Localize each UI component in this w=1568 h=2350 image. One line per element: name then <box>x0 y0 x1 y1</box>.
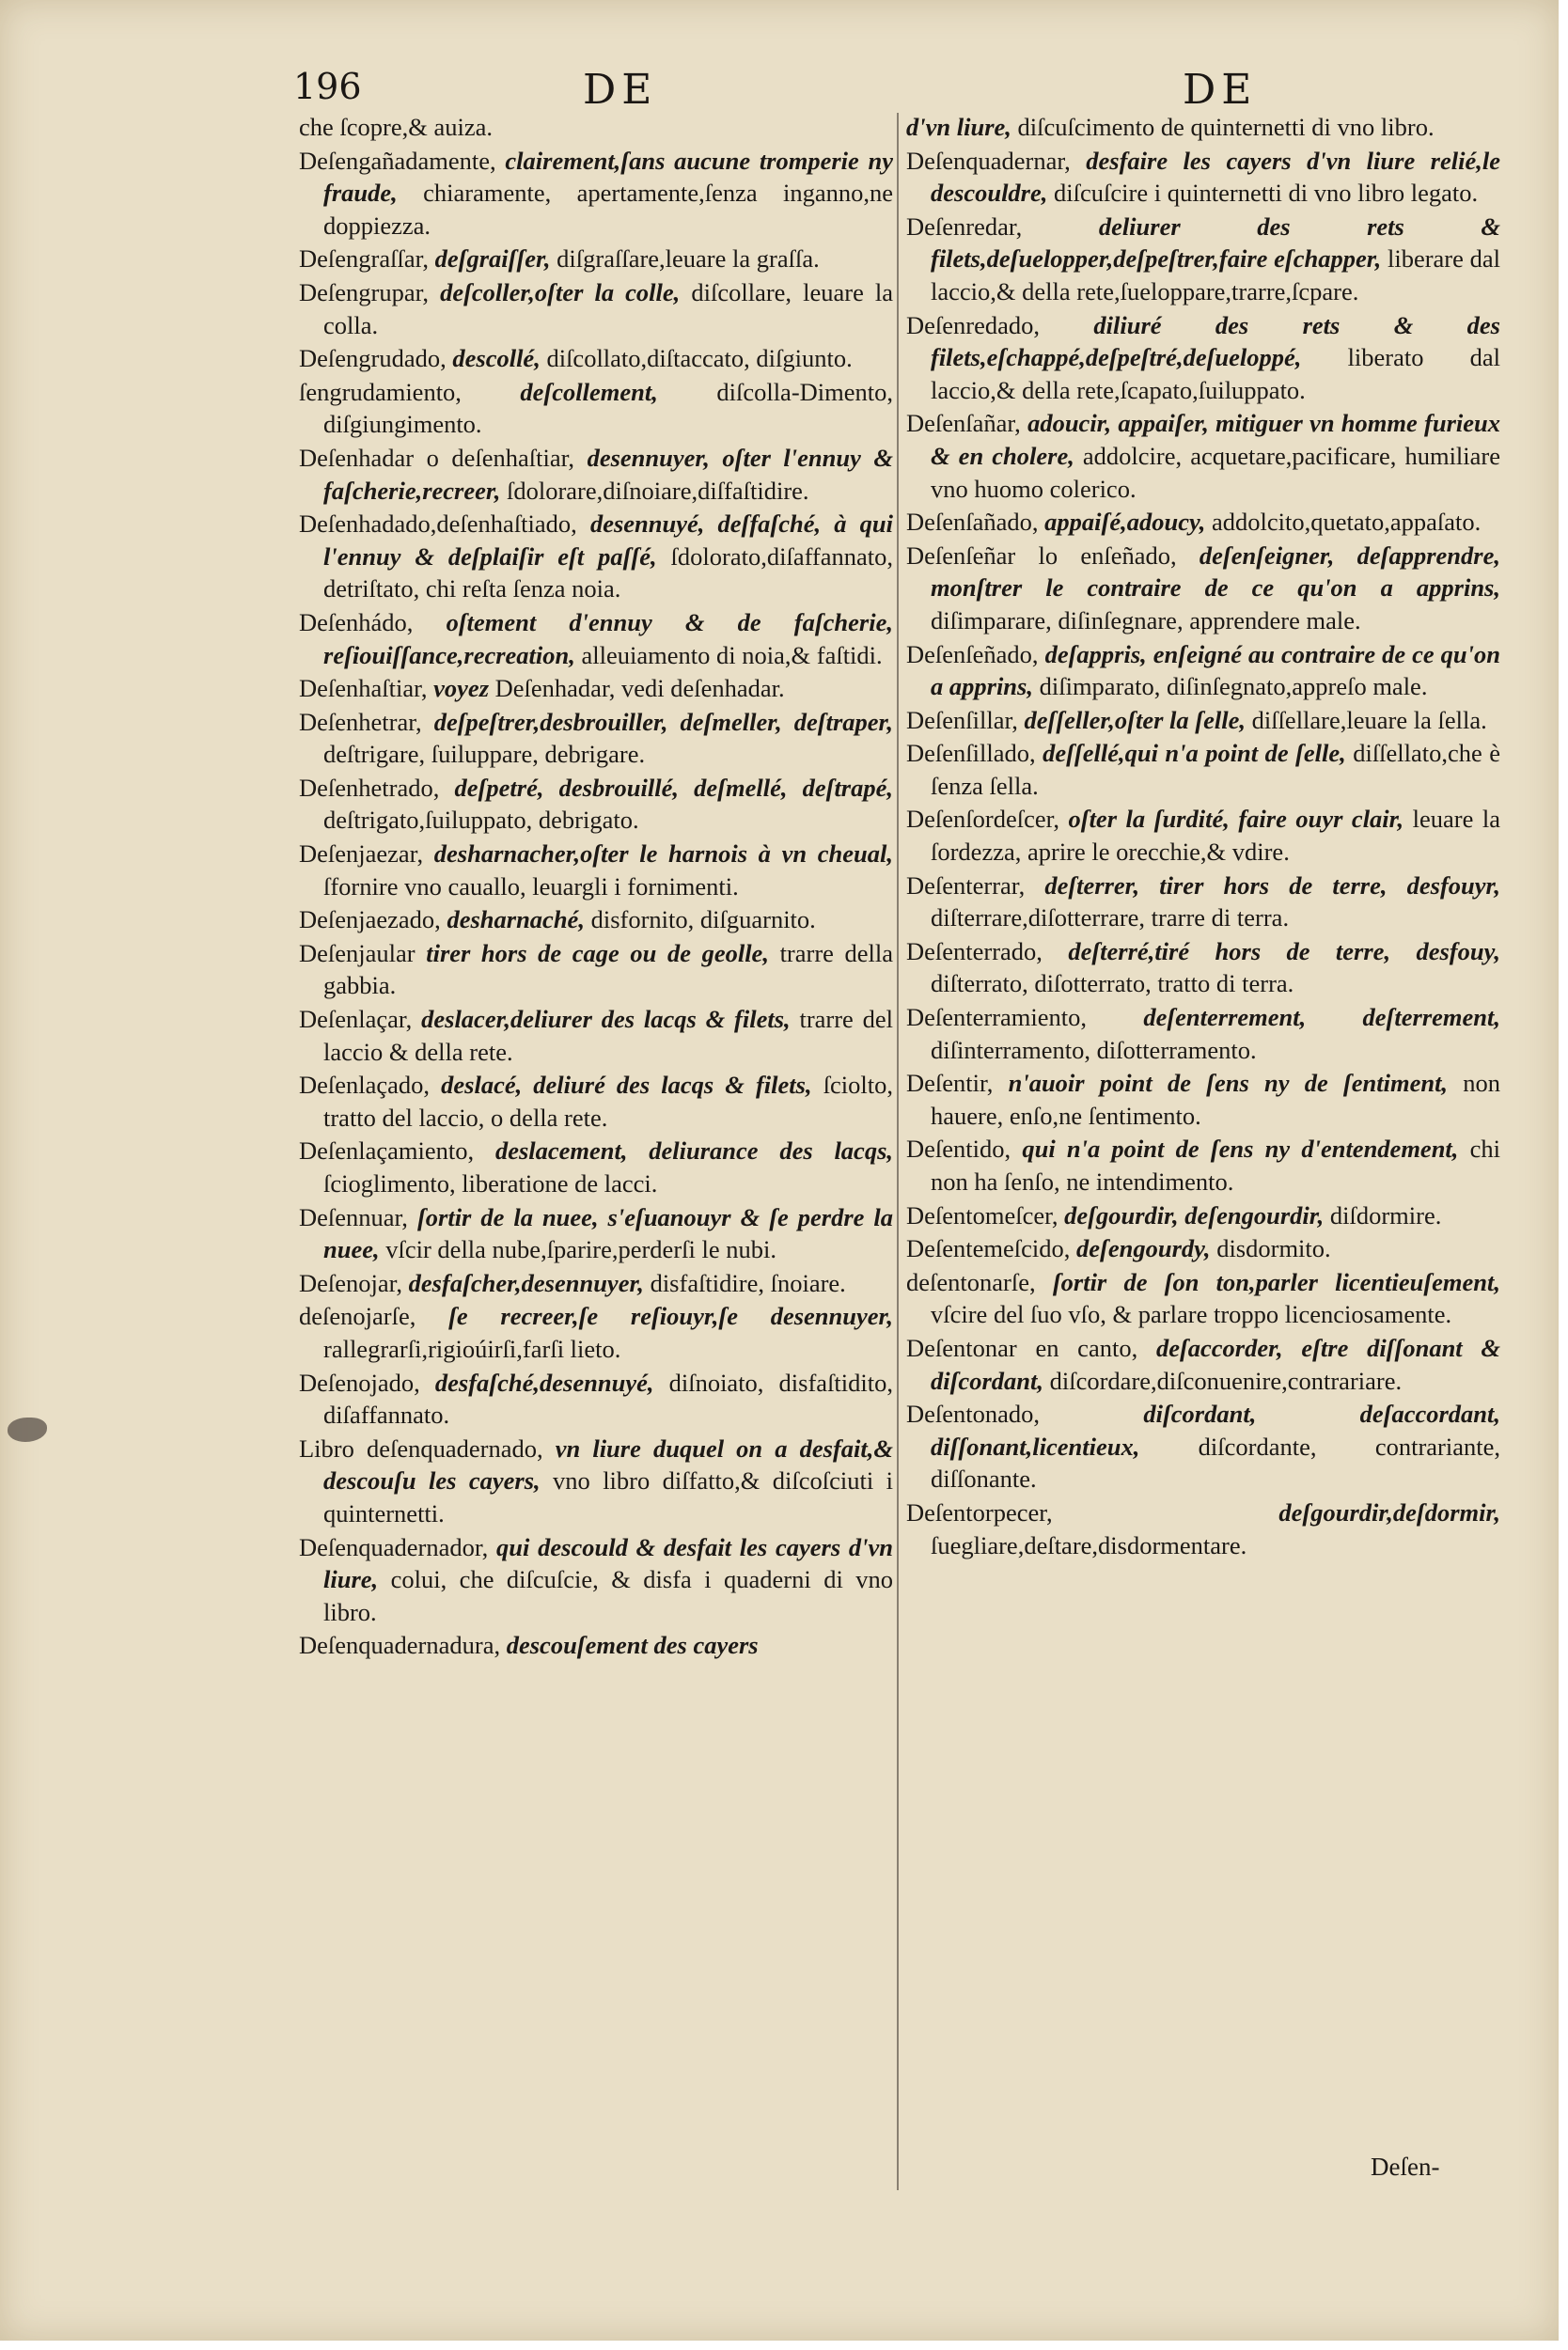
entry-headword: Deſenjaular <box>299 938 416 967</box>
dictionary-entry <box>906 1133 1500 1198</box>
entry-headword: Deſengrupar, <box>299 277 429 306</box>
dictionary-entry <box>299 342 893 375</box>
entry-italian: trarre del laccio & della rete. <box>323 1005 893 1066</box>
entry-french: clairement,ſans aucune tromperie ny fraude, <box>323 146 894 208</box>
entry-french: deslacer,deliurer des lacqs & filets, <box>421 1005 791 1034</box>
entry-italian: diſſellare,leuare la ſella. <box>1251 705 1487 734</box>
entry-headword: Deſenquadernador, <box>299 1532 489 1561</box>
entry-french: desharnaché, <box>447 905 585 934</box>
entry-headword: Deſenquadernar, <box>906 146 1071 175</box>
entry-italian: ſciolto, tratto del laccio, o della rete. <box>323 1071 894 1132</box>
dictionary-entry <box>906 1496 1500 1561</box>
entry-headword: Deſenhetrar, <box>299 707 422 736</box>
entry-french: desennuyer, oſter l'ennuy & faſcherie,recreer, <box>323 443 893 505</box>
entry-italian: diſdormire. <box>1329 1200 1442 1230</box>
entry-italian: diſcuſcimento de quinternetti di vno libro. <box>1017 113 1435 141</box>
dictionary-entry <box>299 1201 893 1266</box>
entry-headword: Deſenhadar o deſenhaſtiar, <box>299 443 575 472</box>
ink-stain <box>8 1418 47 1442</box>
entry-french: deliurer des rets & filets,deſuelopper,deſpeſtrer,faire eſchapper, <box>931 212 1500 274</box>
left-column <box>299 111 893 1663</box>
entry-italian: ſfornire vno cauallo, leuargli i fornimenti. <box>323 871 739 901</box>
entry-headword: Deſenojado, <box>299 1368 420 1397</box>
dictionary-entry <box>906 407 1500 505</box>
entry-headword: Deſenſordeſcer, <box>906 805 1059 834</box>
entry-headword: Deſenredado, <box>906 310 1040 339</box>
entry-italian: diſcollare, leuare la colla. <box>323 277 894 339</box>
entry-headword: Libro deſenquadernado, <box>299 1434 543 1463</box>
entry-french: deſcollement, <box>520 377 658 406</box>
entry-headword: Deſenterrar, <box>906 870 1026 900</box>
dictionary-entry <box>299 508 893 605</box>
dictionary-entry <box>906 1199 1500 1232</box>
entry-italian: vſcir della nube,ſparire,perderſi le nubi. <box>385 1235 776 1264</box>
entry-headword: Deſengañadamente, <box>299 146 496 175</box>
entry-french: deſſellé,qui n'a point de ſelle, <box>1043 739 1346 768</box>
dictionary-entry <box>906 737 1500 802</box>
entry-french: n'auoir point de ſens ny de ſentiment, <box>1008 1069 1449 1098</box>
entry-french: appaiſé,adoucy, <box>1044 508 1206 537</box>
entry-french: ſe recreer,ſe reſiouyr,ſe desennuyer, <box>448 1302 894 1331</box>
dictionary-entry <box>906 145 1500 210</box>
entry-french: desfaſcher,desennuyer, <box>408 1268 644 1297</box>
entry-italian: diſgraſſare,leuare la graſſa. <box>557 244 820 274</box>
entry-headword: Deſentorpecer, <box>906 1497 1053 1527</box>
entry-headword: Deſenredar, <box>906 212 1023 241</box>
entry-italian: diſimparato, diſinſegnato,appreſo male. <box>1039 672 1428 701</box>
entry-french: deſgraiſſer, <box>434 244 551 274</box>
dictionary-entry <box>906 1067 1500 1132</box>
dictionary-entry <box>906 935 1500 1000</box>
dictionary-entry <box>299 1069 893 1134</box>
entry-french: deſpeſtrer,desbrouiller, deſmeller, deſtraper, <box>433 707 894 736</box>
entry-headword: Deſenjaezar, <box>299 839 424 869</box>
entry-italian: chiaramente, apertamente,ſenza inganno,ne doppiezza. <box>323 179 893 240</box>
dictionary-entry <box>906 638 1500 703</box>
entry-headword: Deſenſeñado, <box>906 639 1039 668</box>
entry-french: desfaſché,desennuyé, <box>434 1368 654 1397</box>
entry-french: desennuyé, deſfaſché, à qui l'ennuy & deſplaiſir eſt paſſé, <box>323 509 893 571</box>
entry-french: oſter la ſurdité, faire ouyr clair, <box>1068 805 1404 834</box>
entry-french: deſſeller,oſter la ſelle, <box>1024 705 1246 734</box>
entry-headword: Deſenſillado, <box>906 739 1036 768</box>
entry-italian: liberato dal laccio,& della rete,ſcapato,ſuiluppato. <box>931 343 1501 404</box>
entry-french: vn liure duquel on a desfait,& descouſu les cayers, <box>323 1434 893 1496</box>
entry-headword: Deſentonar en canto, <box>906 1333 1138 1362</box>
entry-french: descollé, <box>452 344 541 373</box>
entry-french: deſcoller,oſter la colle, <box>440 277 681 306</box>
entry-french: tirer hors de cage ou de geolle, <box>426 938 769 967</box>
dictionary-entry <box>906 1266 1500 1331</box>
entry-italian: diſcolla-Dimento, diſgiungimento. <box>323 377 894 439</box>
dictionary-entry <box>299 276 893 341</box>
entry-headword: Deſenhetrado, <box>299 773 440 802</box>
entry-headword: Deſenſañado, <box>906 508 1039 537</box>
entry-french: diliuré des rets & des filets,eſchappé,deſpeſtré,deſueloppé, <box>931 310 1500 372</box>
dictionary-entry <box>299 1433 893 1530</box>
entry-italian: colui, che diſcuſcie, & disfa i quaderni di vno libro. <box>323 1565 894 1626</box>
entry-headword: Deſenlaçado, <box>299 1071 431 1100</box>
entry-headword: Deſennuar, <box>299 1202 408 1231</box>
entry-french: qui n'a point de ſens ny d'entendement, <box>1022 1135 1459 1164</box>
entry-french: oſtement d'ennuy & de faſcherie, reſiouiſſance,recreation, <box>323 607 893 669</box>
dictionary-entry <box>906 111 1500 144</box>
right-column <box>906 111 1500 1562</box>
entry-headword: Deſentemeſcido, <box>906 1234 1071 1263</box>
entry-italian: diſterrato, diſotterrato, tratto di terra. <box>931 969 1294 998</box>
dictionary-entry <box>299 937 893 1002</box>
entry-italian: disdormito. <box>1216 1234 1331 1263</box>
right-running-head: DE <box>1183 66 1258 114</box>
entry-french: deſterrer, tirer hors de terre, desfouyr, <box>1044 870 1501 900</box>
entry-headword: Deſenlaçamiento, <box>299 1136 475 1166</box>
entry-italian: che ſcopre,& auiza. <box>299 113 493 141</box>
entry-headword: Deſengrudado, <box>299 344 447 373</box>
entry-french: ſortir de la nuee, s'eſuanouyr & ſe perdre la nuee, <box>323 1202 894 1264</box>
entry-french: desfaire les cayers d'vn liure relié,le descouldre, <box>931 146 1500 208</box>
entry-headword: Deſenſillar, <box>906 705 1018 734</box>
entry-french: deſenſeigner, deſapprendre, monſtrer le contraire de ce qu'on a apprins, <box>931 540 1500 603</box>
page-number: 196 <box>293 66 362 107</box>
entry-french: deſgourdir, deſengourdir, <box>1064 1200 1325 1230</box>
entry-italian: deſtrigato,ſuiluppato, debrigato. <box>323 806 639 835</box>
entry-headword: Deſentomeſcer, <box>906 1200 1058 1230</box>
entry-italian: disfaſtidire, ſnoiare. <box>650 1268 846 1297</box>
left-running-head: DE <box>583 66 658 114</box>
entry-headword: deſentonarſe, <box>906 1267 1036 1296</box>
entry-italian: diſimparare, diſinſegnare, apprendere male. <box>931 605 1361 634</box>
entry-french: ſortir de ſon ton,parler licentieuſement, <box>1052 1267 1501 1296</box>
entry-italian: addolcire, acquetare,pacificare, humiliare vno huomo colerico. <box>931 441 1501 503</box>
entry-italian: ſdolorare,diſnoiare,diſfaſtidire. <box>507 476 809 505</box>
entry-italian: deſtrigare, ſuiluppare, debrigare. <box>323 740 646 769</box>
entry-french: deslacé, deliuré des lacqs & filets, <box>441 1071 812 1100</box>
entry-italian: chi non ha ſenſo, ne intendimento. <box>931 1135 1501 1196</box>
dictionary-entry <box>906 211 1500 308</box>
entry-italian: diſterrare,diſotterrare, trarre di terra. <box>931 903 1290 932</box>
dictionary-entry <box>299 1135 893 1199</box>
entry-italian: disfornito, diſguarnito. <box>590 905 816 934</box>
entry-headword: Deſenquadernadura, <box>299 1631 501 1660</box>
entry-headword: Deſenhaſtiar, <box>299 674 428 703</box>
entry-french: deſengourdy, <box>1076 1234 1211 1263</box>
entry-italian: vno libro diſfatto,& diſcoſciuti i quinternetti. <box>323 1466 893 1528</box>
entry-headword: Deſenojar, <box>299 1268 403 1297</box>
dictionary-entry <box>299 442 893 507</box>
entry-italian: diſcordante, contrariante, diſſonante. <box>931 1432 1500 1494</box>
entry-italian: leuare la ſordezza, aprire le orecchie,& vdire. <box>931 805 1500 867</box>
dictionary-entry <box>299 672 893 705</box>
entry-italian: liberare dal laccio,& della rete,ſueloppare,trarre,ſcpare. <box>931 244 1500 306</box>
dictionary-entry <box>299 606 893 671</box>
entry-italian: rallegrarſi,rigioúirſi,farſi lieto. <box>323 1334 621 1363</box>
entry-french: desharnacher,oſter le harnois à vn cheual, <box>433 839 893 869</box>
entry-french: deſgourdir,deſdormir, <box>1278 1497 1500 1527</box>
dictionary-entry <box>906 540 1500 637</box>
dictionary-entry <box>906 1001 1500 1066</box>
entry-italian: diſſellato,che è ſenza ſella. <box>931 739 1501 800</box>
entry-headword: deſenojarſe, <box>299 1302 416 1331</box>
entry-italian: diſinterramento, diſotterramento. <box>931 1035 1257 1064</box>
entry-french: descouſement des cayers <box>506 1631 759 1660</box>
entry-french: d'vn liure, <box>906 113 1011 141</box>
entry-italian: ſdolorato,diſaffannato, detriſtato, chi reſta ſenza noia. <box>323 541 894 603</box>
entry-italian: diſnoiato, disfaſtidito, diſaffannato. <box>323 1368 894 1430</box>
entry-italian: diſcordare,diſconuenire,contrariare. <box>1049 1366 1403 1395</box>
dictionary-entry <box>299 903 893 936</box>
dictionary-entry <box>299 145 893 243</box>
entry-headword: ſengrudamiento, <box>299 377 462 406</box>
entry-headword: Deſenſañar, <box>906 409 1021 438</box>
dictionary-entry <box>906 1398 1500 1496</box>
dictionary-entry <box>906 309 1500 407</box>
entry-headword: Deſenterrado, <box>906 936 1043 965</box>
entry-italian: non hauere, enſo,ne ſentimento. <box>931 1069 1501 1130</box>
entry-italian: ſcioglimento, liberatione de lacci. <box>323 1169 658 1198</box>
entry-italian: alleuiamento di noia,& faſtidi. <box>581 640 883 669</box>
entry-french: adoucir, appaiſer, mitiguer vn homme furieux & en cholere, <box>931 409 1500 470</box>
dictionary-entry <box>299 1629 893 1662</box>
entry-headword: Deſentonado, <box>906 1400 1041 1429</box>
dictionary-entry <box>299 376 893 441</box>
entry-french: deſappris, enſeigné au contraire de ce qu'on a apprins, <box>931 639 1501 701</box>
entry-french: deſaccorder, eſtre diſſonant & diſcordant, <box>931 1333 1501 1395</box>
entry-headword: Deſentir, <box>906 1069 994 1098</box>
dictionary-entry <box>906 704 1500 737</box>
entry-french: diſcordant, deſaccordant, diſſonant,licentieux, <box>931 1400 1501 1461</box>
dictionary-entry <box>299 1300 893 1365</box>
entry-italian: Deſenhadar, vedi deſenhadar. <box>494 674 785 703</box>
entry-french: deslacement, deliurance des lacqs, <box>494 1136 894 1166</box>
dictionary-entry <box>906 1232 1500 1265</box>
dictionary-entry <box>299 111 893 144</box>
column-divider <box>897 113 899 2190</box>
entry-italian: vſcire del ſuo vſo, & parlare troppo licenciosamente. <box>931 1300 1452 1329</box>
entry-french: deſpetré, desbrouillé, deſmellé, deſtrapé, <box>454 773 894 802</box>
entry-french: deſenterrement, deſterrement, <box>1143 1003 1500 1032</box>
dictionary-entry <box>299 1531 893 1629</box>
dictionary-entry <box>906 803 1500 868</box>
dictionary-entry <box>906 506 1500 539</box>
entry-headword: Deſengraſſar, <box>299 244 429 274</box>
dictionary-entry <box>906 1332 1500 1397</box>
dictionary-entry <box>299 838 893 902</box>
entry-headword: Deſenjaezado, <box>299 905 441 934</box>
entry-french: voyez <box>433 674 490 703</box>
entry-italian: diſcuſcire i quinternetti di vno libro legato. <box>1054 179 1479 208</box>
entry-headword: Deſenſeñar lo enſeñado, <box>906 540 1177 570</box>
entry-italian: diſcollato,diſtaccato, diſgiunto. <box>546 344 853 373</box>
entry-headword: Deſenhadado,deſenhaſtiado, <box>299 509 577 539</box>
dictionary-entry <box>299 772 893 837</box>
entry-headword: Deſenhádo, <box>299 607 414 636</box>
entry-headword: Deſentido, <box>906 1135 1011 1164</box>
entry-headword: Deſenterramiento, <box>906 1003 1088 1032</box>
dictionary-entry <box>299 243 893 275</box>
entry-italian: addolcito,quetato,appaſato. <box>1212 508 1482 537</box>
entry-italian: trarre della gabbia. <box>323 938 894 1000</box>
dictionary-entry <box>299 706 893 771</box>
dictionary-entry <box>906 870 1500 934</box>
entry-french: qui descould & desfait les cayers d'vn liure, <box>323 1532 893 1594</box>
entry-french: deſterré,tiré hors de terre, desfouy, <box>1068 936 1501 965</box>
dictionary-entry <box>299 1367 893 1432</box>
entry-italian: ſuegliare,deſtare,disdormentare. <box>931 1530 1247 1559</box>
catchword: Deſen- <box>1371 2153 1440 2181</box>
dictionary-entry <box>299 1267 893 1300</box>
entry-headword: Deſenlaçar, <box>299 1005 413 1034</box>
dictionary-entry <box>299 1003 893 1068</box>
